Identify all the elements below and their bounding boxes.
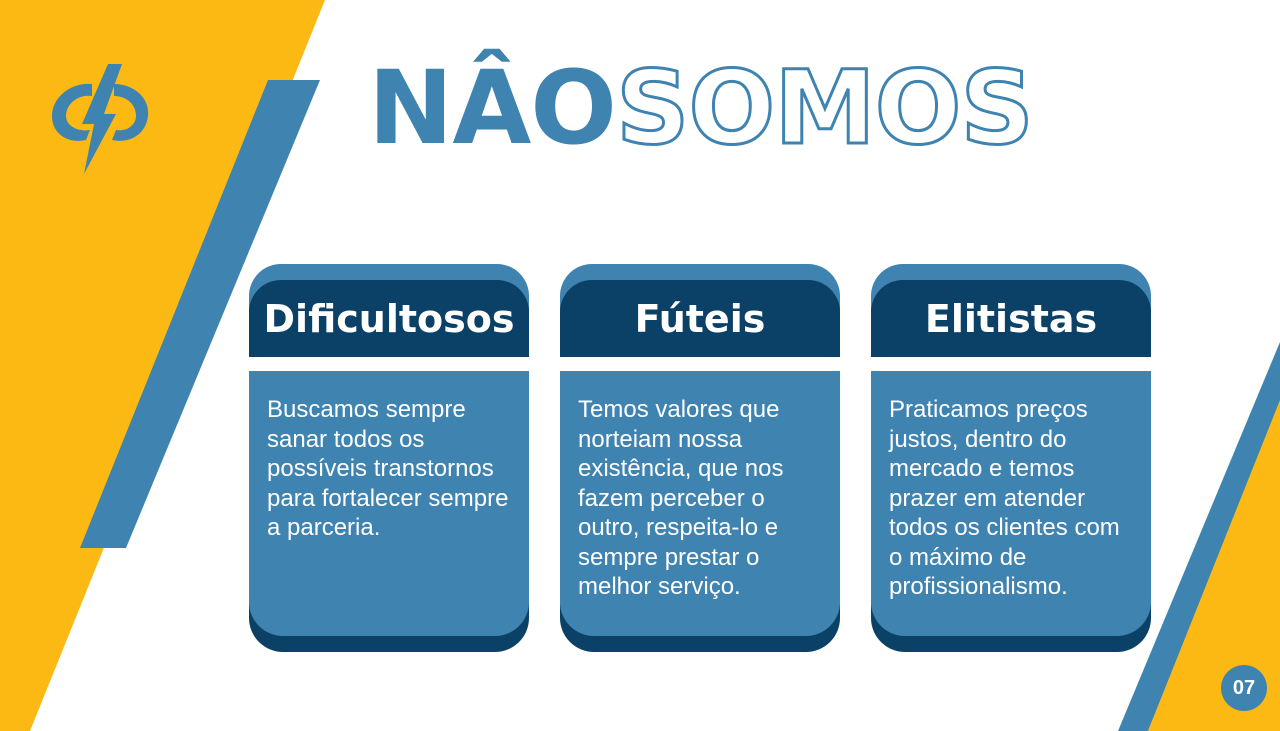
page-number-badge: 07 bbox=[1221, 665, 1267, 711]
brand-logo-icon bbox=[44, 60, 156, 178]
card-dificultosos bbox=[249, 264, 529, 652]
card-heading: Dificultosos bbox=[249, 280, 529, 357]
card-heading: Elitistas bbox=[871, 280, 1151, 357]
title-part-solid: NÂO bbox=[368, 49, 617, 168]
card-body-shadow bbox=[560, 371, 840, 652]
card-text: Buscamos sempre sanar todos os possíveis transtornos para fortalecer sempre a parceria. bbox=[249, 371, 529, 636]
title-part-outline: SOMOS bbox=[616, 49, 1033, 168]
card-futeis bbox=[560, 264, 840, 652]
card-body-shadow bbox=[871, 371, 1151, 652]
card-body-shadow bbox=[249, 371, 529, 652]
card-heading: Fúteis bbox=[560, 280, 840, 357]
card-text: Praticamos preços justos, dentro do mercado e temos prazer em atender todos os clientes com o máximo de profissionalismo. bbox=[871, 371, 1151, 636]
card-elitistas bbox=[871, 264, 1151, 652]
page-title bbox=[368, 49, 1033, 168]
card-text: Temos valores que norteiam nossa existência, que nos fazem perceber o outro, respeita-lo e sempre prestar o melhor serviço. bbox=[560, 371, 840, 636]
